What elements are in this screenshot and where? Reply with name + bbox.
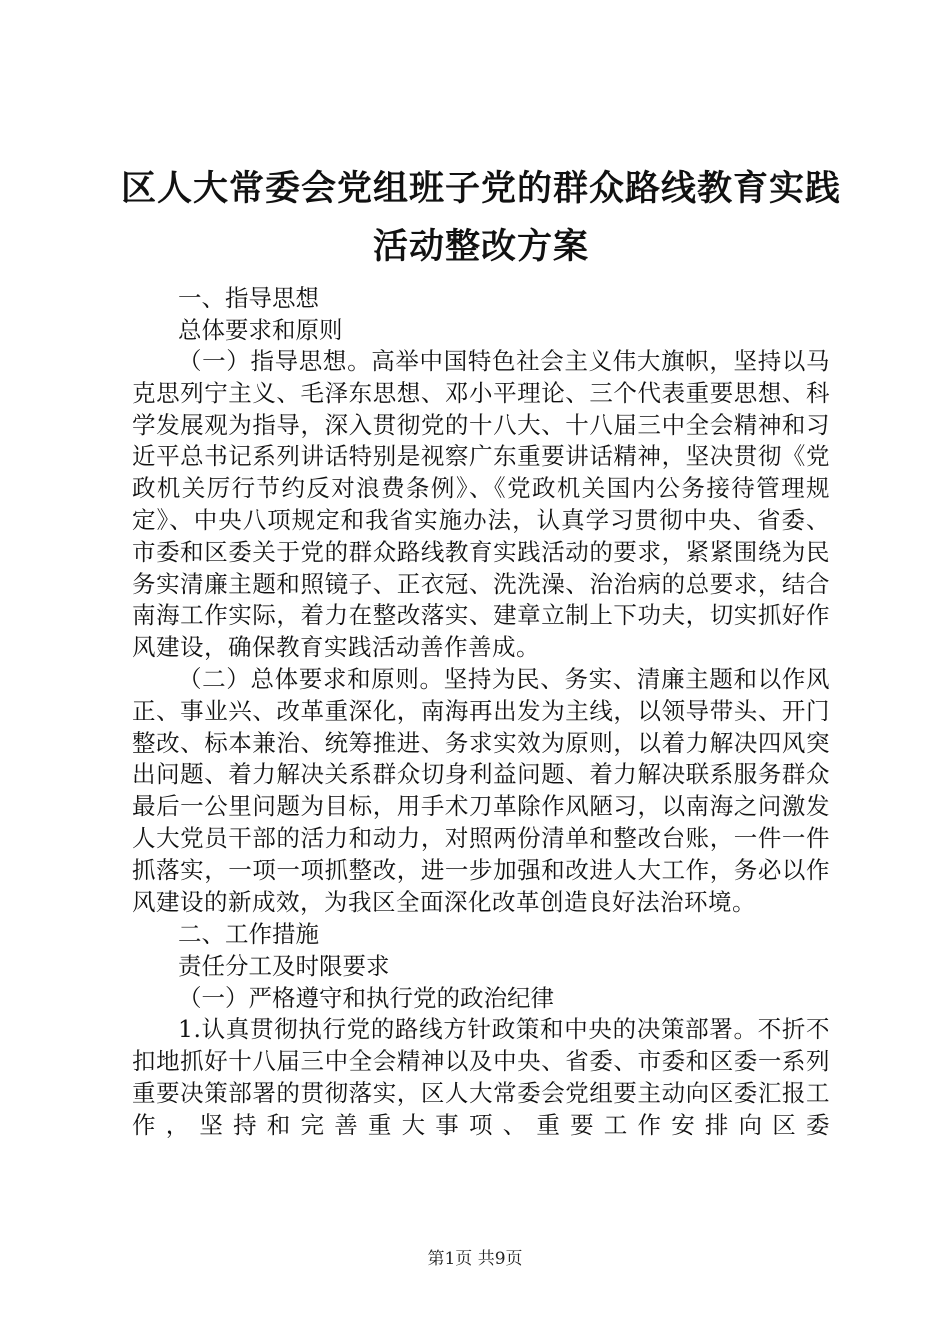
paragraph-overall-requirements: （二）总体要求和原则。坚持为民、务实、清廉主题和以作风正、事业兴、改革重深化，南海再出发为主线，以领导带头、开门整改、标本兼治、统筹推进、务求实效为原则，以着力解决四风突出问题、着力解决关系群众切身利益问题、着力解决联系服务群众最后一公里问题为目标，用手术刀革除作风陋习，以南海之问激发人大党员干部的活力和动力，对照两份清单和整改台账，一件一件抓落实，一项一项抓整改，进一步加强和改进人大工作，务必以作风建设的新成效，为我区全面深化改革创造良好法治环境。 bbox=[132, 664, 830, 916]
document-title bbox=[120, 160, 842, 276]
section-1-heading: 一、指导思想 bbox=[178, 284, 319, 312]
section-2-item-1: （一）严格遵守和执行党的政治纪律 bbox=[178, 984, 554, 1013]
paragraph-guiding-ideology: （一）指导思想。高举中国特色社会主义伟大旗帜，坚持以马克思列宁主义、毛泽东思想、邓小平理论、三个代表重要思想、科学发展观为指导，深入贯彻党的十八大、十八届三中全会精神和习近平总书记系列讲话特别是视察广东重要讲话精神，坚决贯彻《党政机关厉行节约反对浪费条例》、《党政机关国内公务接待管理规定》、中央八项规定和我省实施办法，认真学习贯彻中央、省委、市委和区委关于党的群众路线教育实践活动的要求，紧紧围绕为民务实清廉主题和照镜子、正衣冠、洗洗澡、治治病的总要求，结合南海工作实际，着力在整改落实、建章立制上下功夫，切实抓好作风建设，确保教育实践活动善作善成。 bbox=[132, 347, 830, 662]
page-footer: 第1页 共9页 bbox=[427, 1249, 523, 1269]
document-body bbox=[120, 160, 841, 1142]
title-line-1: 区人大常委会党组班子党的群众路线教育实践 bbox=[120, 168, 841, 209]
paragraph-item-1: 1.认真贯彻执行党的路线方针政策和中央的决策部署。不折不扣地抓好十八届三中全会精神以及中央、省委、市委和区委一系列重要决策部署的贯彻落实，区人大常委会党组要主动向区委汇报工作，坚持和完善重大事项、重要工作安排向区委 bbox=[132, 1015, 830, 1139]
section-1-subheading: 总体要求和原则 bbox=[178, 316, 343, 344]
section-2-heading: 二、工作措施 bbox=[178, 920, 319, 949]
section-2-subheading: 责任分工及时限要求 bbox=[178, 952, 390, 981]
title-line-2: 活动整改方案 bbox=[372, 226, 589, 267]
